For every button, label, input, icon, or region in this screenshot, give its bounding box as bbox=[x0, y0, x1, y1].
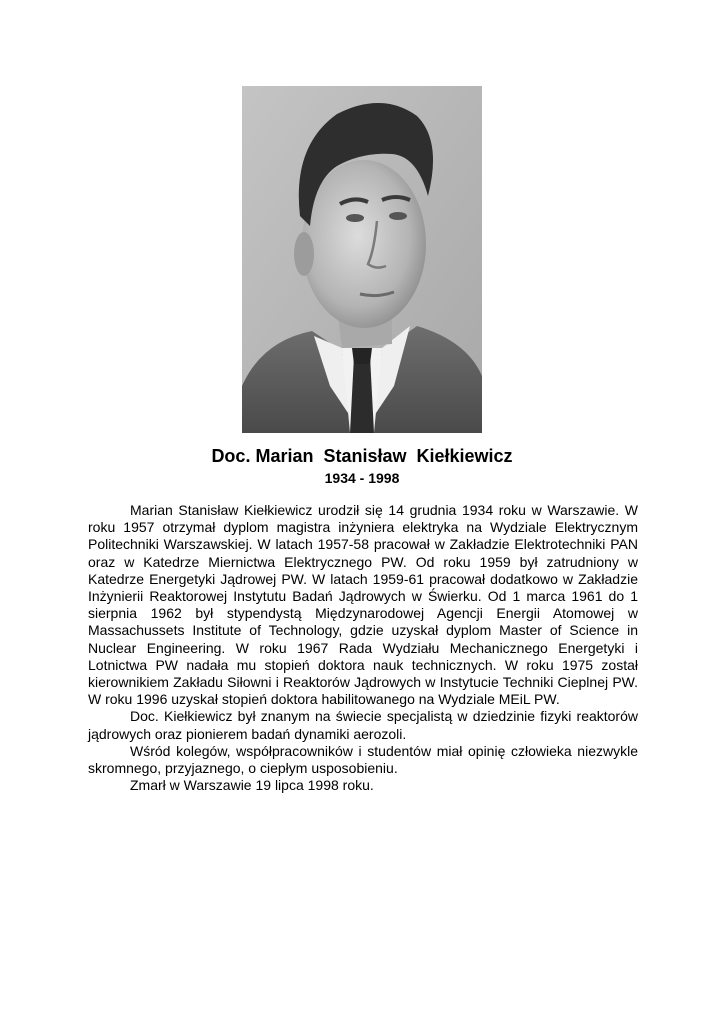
life-years: 1934 - 1998 bbox=[324, 470, 400, 486]
portrait-photo bbox=[242, 86, 482, 433]
biography-text bbox=[88, 502, 638, 794]
bio-paragraph: Zmarł w Warszawie 19 lipca 1998 roku. bbox=[130, 777, 374, 794]
bio-paragraph: Wśród kolegów, współpracowników i studentów miał opinię człowieka niezwykle skromnego, przyjaznego, o ciepłym usposobieniu. bbox=[88, 742, 638, 777]
page-title: Doc. Marian Stanisław Kiełkiewicz bbox=[211, 446, 513, 466]
bio-paragraph: Doc. Kiełkiewicz był znanym na świecie specjalistą w dziedzinie fizyki reaktorów jądrowych oraz pionierem badań dynamiki aerozoli. bbox=[88, 708, 638, 742]
portrait-illustration bbox=[242, 86, 482, 433]
bio-paragraph: Marian Stanisław Kiełkiewicz urodził się 14 grudnia 1934 roku w Warszawie. W roku 1957 otrzymał dyplom magistra inżyniera elektryka na Wydziale Elektrycznym Politechniki Warszawskiej. W latach 1957-58 pracował w Zakładzie Elektrotechniki PAN oraz w Katedrze Miernictwa Elektrycznego PW. Od roku 1959 był zatrudniony w Katedrze Energetyki Jądrowej PW. W latach 1959-61 pracował dodatkowo w Zakładzie Inżynierii Reaktorowej Instytutu Badań Jądrowych w Świerku. Od 1 marca 1961 do 1 sierpnia 1962 był stypendystą Międzynarodowej Agencji Energii Atomowej w Massachussets Institute of Technology, gdzie uzyskał dyplom Master of Science in Nuclear Engineering. W roku 1967 Rada Wydziału Mechanicznego Energetyki i Lotnictwa PW nadała mu stopień doktora nauk technicznych. W roku 1975 został kierownikiem Zakładu Siłowni i Reaktorów Jądrowych w Instytucie Techniki Cieplnej PW. W roku 1996 uzyskał stopień doktora habilitowanego na Wydziale MEiL PW. bbox=[88, 502, 638, 708]
